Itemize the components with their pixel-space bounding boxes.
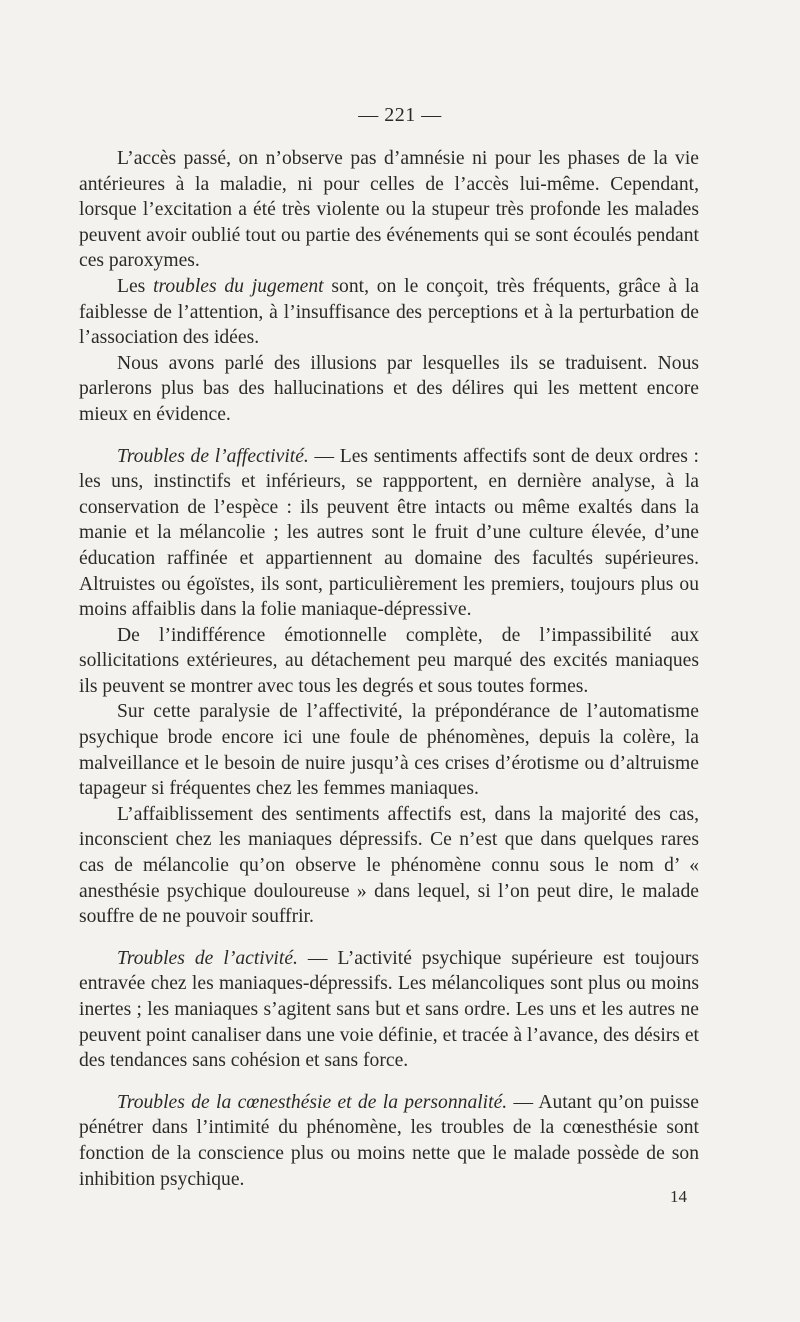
italic-term: troubles du jugement xyxy=(153,275,324,297)
paragraph-text: L’affaiblissement des sentiments affectifs est, dans la majorité des cas, inconscient chez les maniaques dépressifs. Ce n’est que dans quelques rares cas de mélancolie qu’on observe le phénomène connu sous le nom d’ « anesthésie psychique douloureuse » dans lequel, si l’on peut dire, le malade souffre de ne pouvoir souffrir. xyxy=(79,803,699,928)
paragraph-indifference xyxy=(79,623,699,700)
paragraph-affectivity-heading xyxy=(79,444,699,623)
paragraph-text: Nous avons parlé des illusions par lesquelles ils se traduisent. Nous parlerons plus bas des hallucinations et des délires qui les mettent encore mieux en évidence. xyxy=(79,352,699,425)
paragraph-lead: Les xyxy=(117,275,146,297)
paragraph-paralysis xyxy=(79,699,699,801)
signature-mark: 14 xyxy=(670,1187,687,1206)
paragraph-text: L’accès passé, on n’observe pas d’amnésie ni pour les phases de la vie antérieures à la maladie, ni pour celles de l’accès lui-même. Cependant, lorsque l’excitation a été très violente ou la stupeur très profonde les malades peuvent avoir oublié tout ou partie des événements qui se sont écoulés pendant ces paroxymes. xyxy=(79,148,699,272)
paragraph-activity-heading xyxy=(79,946,699,1074)
page-number: — 221 — xyxy=(358,104,442,126)
section-heading: Troubles de l’activité. xyxy=(117,947,298,969)
paragraph-text: Sur cette paralysie de l’affectivité, la prépondérance de l’automatisme psychique brode encore ici une foule de phénomènes, depuis la colère, la malveillance et le besoin de nuire jusqu’à ces crises d’érotisme ou d’altruisme tapageur si fréquentes chez les femmes maniaques. xyxy=(79,701,699,800)
paragraph-illusions xyxy=(79,351,699,428)
paragraph-text: — L’activité psychique supérieure est toujours entravée chez les maniaques-dépressifs. Les mélancoliques sont plus ou moins inertes ; les maniaques s’agitent sans but et sans ordre. Les uns et les autres ne peuvent point canaliser dans une voie définie, et tracée à l’avance, des désirs et des tendances sans cohésion et sans force. xyxy=(79,947,699,1072)
paragraph-text: — Autant qu’on puisse pénétrer dans l’intimité du phénomène, les troubles de la cœnesthésie sont fonction de la conscience plus ou moins nette que le malade possède de son inhibition psychique. xyxy=(79,1091,699,1190)
section-heading: Troubles de l’affectivité. xyxy=(117,445,309,467)
paragraph-amnesia xyxy=(79,146,699,274)
section-heading: Troubles de la cœnesthésie et de la personnalité. xyxy=(117,1091,508,1113)
paragraph-judgement xyxy=(79,274,699,351)
paragraph-coenesthesia-heading xyxy=(79,1090,699,1192)
paragraph-text: De l’indifférence émotionnelle complète, de l’impassibilité aux sollicitations extérieures, au détachement peu marqué des excités maniaques ils peuvent se montrer avec tous les degrés et sous toutes formes. xyxy=(79,624,699,697)
body-text xyxy=(79,146,699,1192)
paragraph-text: — Les sentiments affectifs sont de deux ordres : les uns, instinctifs et inférieurs, se rappportent, en dernière analyse, à la conservation de l’espèce : ils peuvent être intacts ou même exaltés dans la manie et la mélancolie ; les autres sont le fruit d’une culture élevée, d’une éducation raffinée et appartiennent au domaine des facultés supérieures. Altruistes ou égoïstes, ils sont, particulièrement les premiers, toujours plus ou moins affaiblis dans la folie maniaque-dépressive. xyxy=(79,445,699,621)
paragraph-text: sont, on le conçoit, très fréquents, grâce à la faiblesse de l’attention, à l’insuffisance des perceptions et à la perturbation de l’association des idées. xyxy=(79,275,699,349)
paragraph-weakening xyxy=(79,802,699,930)
